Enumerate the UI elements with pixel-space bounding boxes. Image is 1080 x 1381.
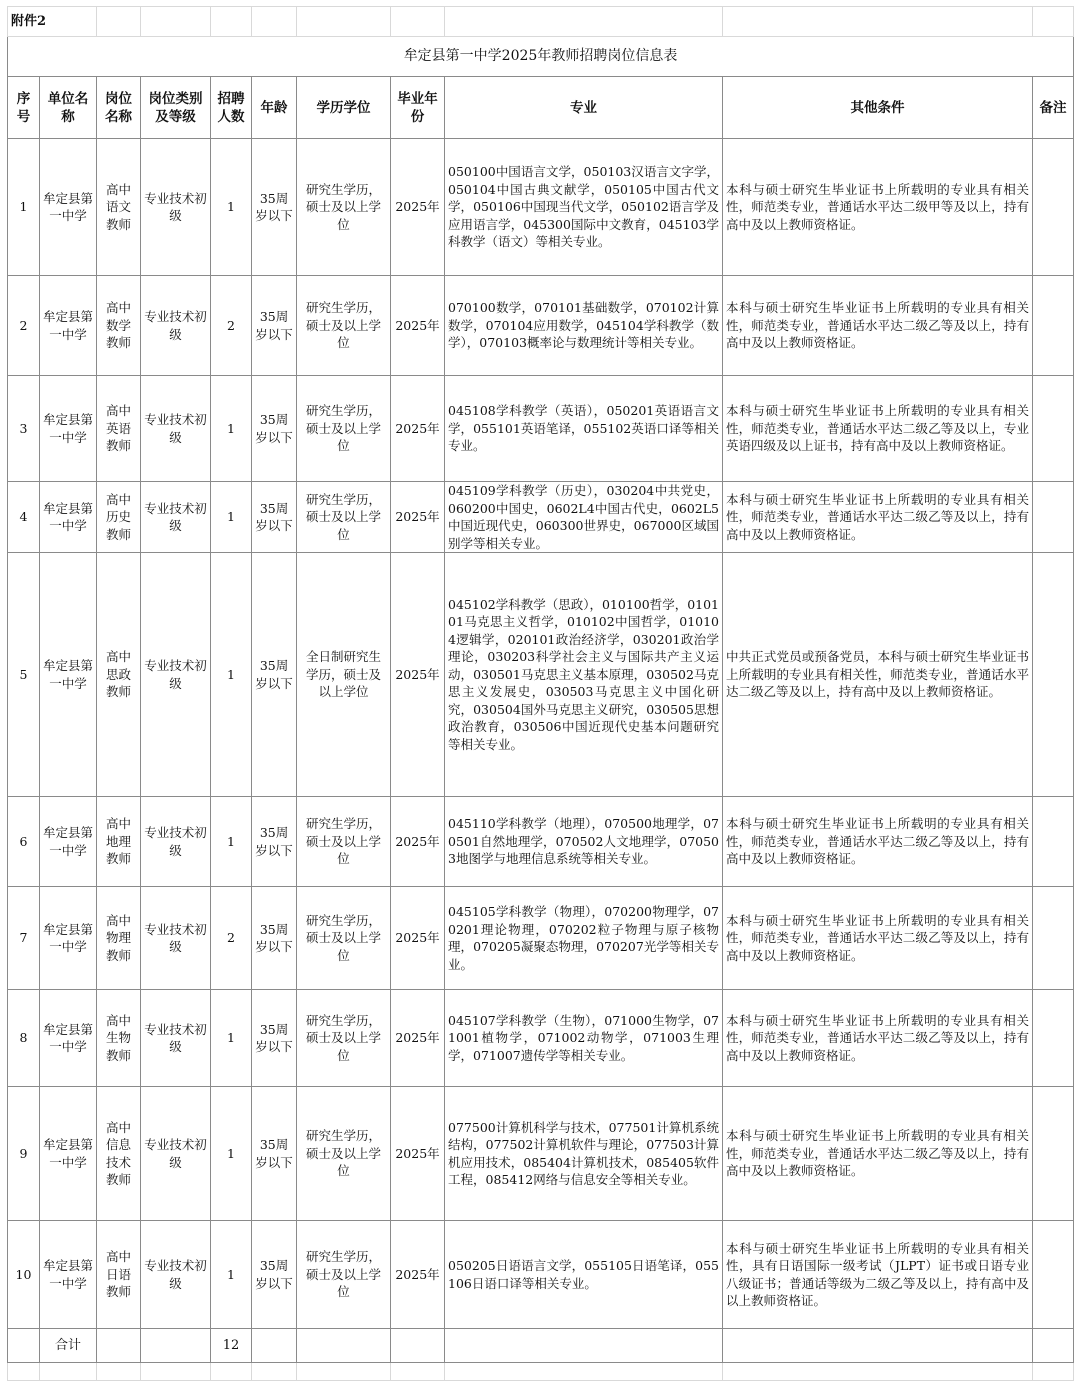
cell-post: 高中物理教师 [97,887,141,990]
cell-category: 专业技术初级 [141,1221,211,1329]
cell-other: 本科与硕士研究生毕业证书上所载明的专业具有相关性，师范类专业，普通话水平达二级乙等及以上，持有高中及以上教师资格证。 [723,276,1033,376]
table-row [8,276,1074,376]
total-empty-cell [97,1329,141,1363]
cell-major: 045108学科教学（英语），050201英语语言文学，055101英语笔译，055102英语口译等相关专业。 [445,376,723,482]
cell-remark [1033,482,1074,553]
cell-other: 中共正式党员或预备党员，本科与硕士研究生毕业证书上所载明的专业具有相关性，师范类专业，普通话水平达二级乙等及以上，持有高中及以上教师资格证。 [723,553,1033,797]
cell-seq: 7 [8,887,40,990]
header-education: 学历学位 [297,77,391,139]
table-row [8,887,1074,990]
cell-grad-year: 2025年 [391,1221,445,1329]
total-label: 合计 [40,1329,97,1363]
cell-unit: 牟定县第一中学 [40,990,97,1087]
cell-age: 35周岁以下 [252,553,297,797]
cell-grad-year: 2025年 [391,139,445,276]
cell-age: 35周岁以下 [252,482,297,553]
total-empty-cell [445,1329,723,1363]
cell-other: 本科与硕士研究生毕业证书上所载明的专业具有相关性，师范类专业，普通话水平达二级乙等及以上，持有高中及以上教师资格证。 [723,990,1033,1087]
cell-category: 专业技术初级 [141,139,211,276]
cell-seq: 5 [8,553,40,797]
cell-unit: 牟定县第一中学 [40,1221,97,1329]
cell-count: 2 [211,276,252,376]
cell-age: 35周岁以下 [252,990,297,1087]
cell-count: 1 [211,376,252,482]
header-major: 专业 [445,77,723,139]
cell-grad-year: 2025年 [391,1087,445,1221]
cell-post: 高中历史教师 [97,482,141,553]
cell-post: 高中日语教师 [97,1221,141,1329]
header-seq: 序号 [8,77,40,139]
cell-age: 35周岁以下 [252,139,297,276]
cell-education: 研究生学历，硕士及以上学位 [297,797,391,887]
total-empty-cell [1033,1329,1074,1363]
attachment-row [8,7,1074,37]
header-remark: 备注 [1033,77,1074,139]
total-empty-cell [297,1329,391,1363]
cell-other: 本科与硕士研究生毕业证书上所载明的专业具有相关性，师范类专业，普通话水平达二级乙等及以上，持有高中及以上教师资格证。 [723,797,1033,887]
cell-count: 1 [211,139,252,276]
recruitment-table [7,6,1074,1381]
cell-other: 本科与硕士研究生毕业证书上所载明的专业具有相关性，具有日语国际一级考试（JLPT）证书或日语专业八级证书；普通话等级为二级乙等及以上，持有高中及以上教师资格证。 [723,1221,1033,1329]
cell-unit: 牟定县第一中学 [40,276,97,376]
cell-education: 研究生学历，硕士及以上学位 [297,139,391,276]
cell-remark [1033,276,1074,376]
cell-education: 研究生学历，硕士及以上学位 [297,276,391,376]
cell-grad-year: 2025年 [391,482,445,553]
cell-remark [1033,376,1074,482]
cell-category: 专业技术初级 [141,482,211,553]
cell-age: 35周岁以下 [252,276,297,376]
cell-education: 研究生学历，硕士及以上学位 [297,887,391,990]
cell-major: 045109学科教学（历史），030204中共党史，060200中国史，0602L4中国古代史，0602L5中国近现代史，060300世界史，067000区域国别学等相关专业。 [445,482,723,553]
cell-seq: 9 [8,1087,40,1221]
cell-remark [1033,887,1074,990]
cell-education: 研究生学历，硕士及以上学位 [297,376,391,482]
total-empty-cell [391,1329,445,1363]
cell-category: 专业技术初级 [141,376,211,482]
cell-unit: 牟定县第一中学 [40,139,97,276]
cell-education: 研究生学历，硕士及以上学位 [297,482,391,553]
cell-grad-year: 2025年 [391,990,445,1087]
cell-post: 高中英语教师 [97,376,141,482]
cell-count: 1 [211,797,252,887]
cell-major: 050205日语语言文学，055105日语笔译，055106日语口译等相关专业。 [445,1221,723,1329]
table-row [8,990,1074,1087]
table-row [8,797,1074,887]
header-age: 年龄 [252,77,297,139]
table-row [8,1087,1074,1221]
cell-grad-year: 2025年 [391,276,445,376]
header-other: 其他条件 [723,77,1033,139]
cell-post: 高中思政教师 [97,553,141,797]
recruitment-sheet [7,6,1073,1381]
cell-other: 本科与硕士研究生毕业证书上所载明的专业具有相关性，师范类专业，普通话水平达二级甲等及以上，持有高中及以上教师资格证。 [723,139,1033,276]
header-grad-year: 毕业年份 [391,77,445,139]
cell-unit: 牟定县第一中学 [40,553,97,797]
cell-grad-year: 2025年 [391,797,445,887]
title-row [8,37,1074,77]
cell-count: 1 [211,990,252,1087]
cell-remark [1033,1087,1074,1221]
total-empty-cell [8,1329,40,1363]
header-row [8,77,1074,139]
cell-unit: 牟定县第一中学 [40,1087,97,1221]
cell-category: 专业技术初级 [141,990,211,1087]
table-row [8,376,1074,482]
cell-remark [1033,553,1074,797]
cell-major: 045107学科教学（生物），071000生物学，071001植物学，071002动物学，071003生理学，071007遗传学等相关专业。 [445,990,723,1087]
cell-post: 高中数学教师 [97,276,141,376]
cell-count: 2 [211,887,252,990]
header-unit: 单位名称 [40,77,97,139]
total-empty-cell [252,1329,297,1363]
cell-seq: 2 [8,276,40,376]
cell-count: 1 [211,1087,252,1221]
cell-category: 专业技术初级 [141,797,211,887]
cell-age: 35周岁以下 [252,376,297,482]
total-empty-cell [141,1329,211,1363]
cell-other: 本科与硕士研究生毕业证书上所载明的专业具有相关性，师范类专业，普通话水平达二级乙等及以上，持有高中及以上教师资格证。 [723,1087,1033,1221]
cell-major: 045110学科教学（地理），070500地理学，070501自然地理学，070502人文地理学，070503地图学与地理信息系统等相关专业。 [445,797,723,887]
cell-age: 35周岁以下 [252,797,297,887]
cell-unit: 牟定县第一中学 [40,887,97,990]
cell-unit: 牟定县第一中学 [40,797,97,887]
cell-education: 全日制研究生学历，硕士及以上学位 [297,553,391,797]
cell-age: 35周岁以下 [252,1221,297,1329]
cell-category: 专业技术初级 [141,887,211,990]
table-row [8,553,1074,797]
cell-count: 1 [211,553,252,797]
cell-category: 专业技术初级 [141,276,211,376]
cell-category: 专业技术初级 [141,1087,211,1221]
cell-seq: 3 [8,376,40,482]
cell-age: 35周岁以下 [252,887,297,990]
cell-unit: 牟定县第一中学 [40,376,97,482]
cell-major: 077500计算机科学与技术，077501计算机系统结构，077502计算机软件与理论，077503计算机应用技术，085404计算机技术，085405软件工程，085412网络与信息安全等相关专业。 [445,1087,723,1221]
cell-seq: 10 [8,1221,40,1329]
header-post: 岗位名称 [97,77,141,139]
empty-grid-row [8,1363,1074,1381]
cell-education: 研究生学历，硕士及以上学位 [297,990,391,1087]
cell-remark [1033,990,1074,1087]
cell-grad-year: 2025年 [391,887,445,990]
cell-grad-year: 2025年 [391,376,445,482]
cell-count: 1 [211,1221,252,1329]
cell-remark [1033,1221,1074,1329]
cell-major: 050100中国语言文学，050103汉语言文字学，050104中国古典文献学，050105中国古代文学，050106中国现当代文学，050102语言学及应用语言学，045300国际中文教育，045103学科教学（语文）等相关专业。 [445,139,723,276]
cell-education: 研究生学历，硕士及以上学位 [297,1087,391,1221]
cell-seq: 1 [8,139,40,276]
cell-age: 35周岁以下 [252,1087,297,1221]
cell-unit: 牟定县第一中学 [40,482,97,553]
total-empty-cell [723,1329,1033,1363]
cell-other: 本科与硕士研究生毕业证书上所载明的专业具有相关性，师范类专业，普通话水平达二级乙等及以上，持有高中及以上教师资格证。 [723,887,1033,990]
cell-seq: 4 [8,482,40,553]
cell-grad-year: 2025年 [391,553,445,797]
cell-category: 专业技术初级 [141,553,211,797]
table-title: 牟定县第一中学2025年教师招聘岗位信息表 [8,37,1074,77]
cell-education: 研究生学历，硕士及以上学位 [297,1221,391,1329]
attachment-label: 附件2 [8,7,97,37]
cell-other: 本科与硕士研究生毕业证书上所载明的专业具有相关性，师范类专业，普通话水平达二级乙等及以上，持有高中及以上教师资格证。 [723,482,1033,553]
cell-major: 045105学科教学（物理），070200物理学，070201理论物理，070202粒子物理与原子核物理，070205凝聚态物理，070207光学等相关专业。 [445,887,723,990]
cell-post: 高中地理教师 [97,797,141,887]
cell-post: 高中信息技术教师 [97,1087,141,1221]
cell-major: 045102学科教学（思政），010100哲学，010101马克思主义哲学，010102中国哲学，010104逻辑学，020101政治经济学，030201政治学理论，030203科学社会主义与国际共产主义运动，030501马克思主义基本原理，030502马克思主义发展史，030503马克思主义中国化研究，030504国外马克思主义研究，030505思想政治教育，030506中国近现代史基本问题研究等相关专业。 [445,553,723,797]
cell-remark [1033,139,1074,276]
header-category: 岗位类别及等级 [141,77,211,139]
cell-count: 1 [211,482,252,553]
header-count: 招聘人数 [211,77,252,139]
cell-major: 070100数学，070101基础数学，070102计算数学，070104应用数学，045104学科教学（数学），070103概率论与数理统计等相关专业。 [445,276,723,376]
cell-post: 高中生物教师 [97,990,141,1087]
cell-remark [1033,797,1074,887]
table-row [8,1221,1074,1329]
cell-seq: 6 [8,797,40,887]
total-row [8,1329,1074,1363]
cell-post: 高中语文教师 [97,139,141,276]
table-row [8,139,1074,276]
table-row [8,482,1074,553]
cell-seq: 8 [8,990,40,1087]
cell-other: 本科与硕士研究生毕业证书上所载明的专业具有相关性，师范类专业，普通话水平达二级乙等及以上，专业英语四级及以上证书，持有高中及以上教师资格证。 [723,376,1033,482]
total-count: 12 [211,1329,252,1363]
